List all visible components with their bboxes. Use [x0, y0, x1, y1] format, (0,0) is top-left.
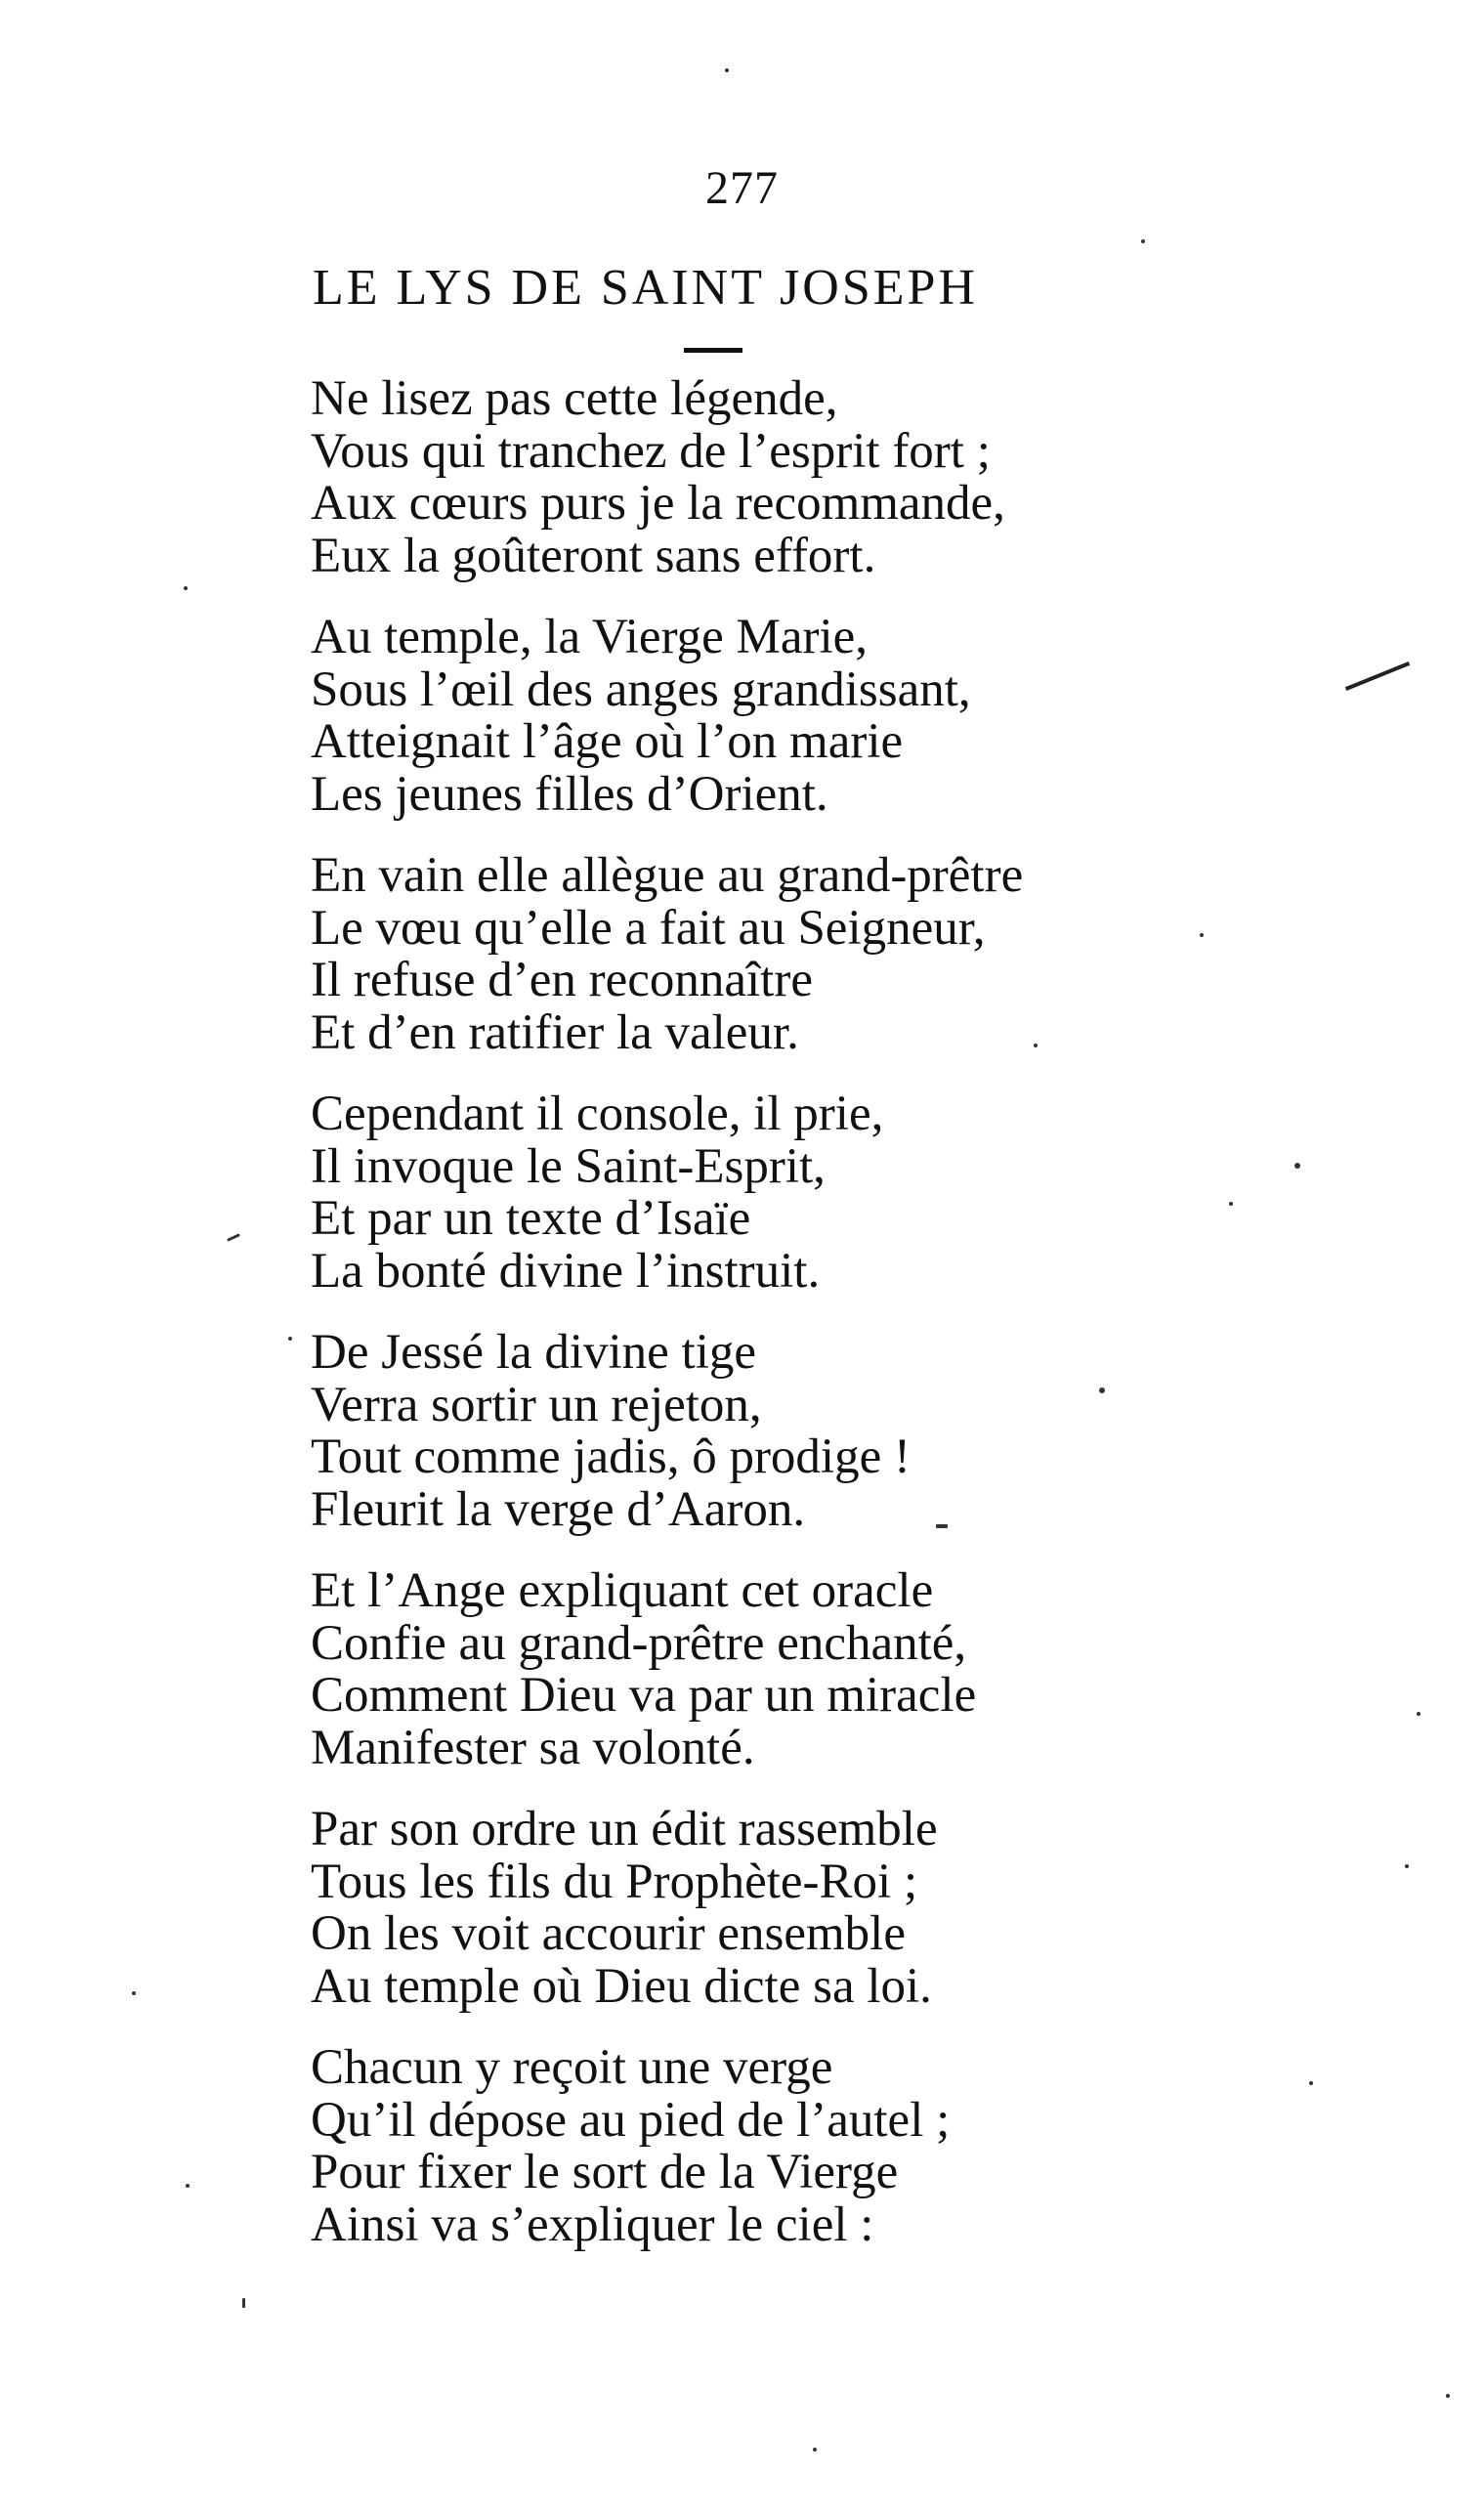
verse-line: Qu’il dépose au pied de l’autel ;: [311, 2092, 951, 2148]
verse-line: Et par un texte d’Isaïe: [311, 1191, 751, 1246]
scan-speck: [1309, 2081, 1313, 2085]
verse-line: Confie au grand-prêtre enchanté,: [311, 1615, 967, 1671]
title-divider: [684, 348, 742, 353]
verse-line: Manifester sa volonté.: [311, 1720, 755, 1775]
verse-line: De Jessé la divine tige: [311, 1325, 757, 1380]
verse-line: En vain elle allègue au grand-prêtre: [311, 848, 1024, 903]
stanza: [311, 1804, 1190, 2013]
verse-line: Les jeunes filles d’Orient.: [311, 766, 828, 822]
verse-line: Tous les fils du Prophète-Roi ;: [311, 1854, 918, 1909]
scan-speck: [1200, 933, 1204, 937]
verse-line: Il refuse d’en reconnaître: [311, 953, 813, 1007]
scan-speck: [1294, 1163, 1300, 1169]
verse-line: Vous qui tranchez de l’esprit fort ;: [311, 423, 991, 479]
scan-speck: [1099, 1387, 1105, 1393]
stanza: [311, 850, 1190, 1059]
scan-speck: [227, 1233, 240, 1242]
scan-speck: [936, 1524, 948, 1528]
verse-line: Et l’Ange expliquant cet oracle: [311, 1563, 934, 1618]
verse-line: La bonté divine l’instruit.: [311, 1243, 821, 1299]
verse-line: Tout comme jadis, ô prodige !: [311, 1429, 911, 1484]
stanza: [311, 1327, 1190, 1536]
scan-speck: [132, 1991, 136, 1995]
verse-line: Ne lisez pas cette légende,: [311, 371, 838, 426]
verse-line: Atteignait l’âge où l’on marie: [311, 714, 904, 769]
scan-speck: [725, 68, 729, 72]
stanza: [311, 612, 1190, 821]
scan-speck: [184, 586, 188, 590]
verse-line: Par son ordre un édit rassemble: [311, 1802, 938, 1856]
verse-line: Verra sortir un rejeton,: [311, 1377, 762, 1432]
scan-speck: [288, 1337, 292, 1341]
scan-speck: [1141, 239, 1145, 243]
verse-line: Le vœu qu’elle a fait au Seigneur,: [311, 900, 986, 956]
poem-title: LE LYS DE SAINT JOSEPH: [313, 260, 978, 316]
scan-speck: [242, 2298, 245, 2308]
page-number: 277: [705, 162, 779, 214]
scan-speck: [1034, 1044, 1038, 1047]
scan-speck: [813, 2448, 817, 2452]
verse-line: Aux cœurs purs je la recommande,: [311, 476, 1005, 531]
poem-body: [311, 373, 1190, 2281]
scan-speck: [186, 2184, 190, 2188]
scan-speck: [1417, 1712, 1420, 1716]
verse-line: Et d’en ratifier la valeur.: [311, 1004, 799, 1060]
verse-line: Eux la goûteront sans effort.: [311, 528, 876, 583]
verse-line: Cependant il console, il prie,: [311, 1087, 884, 1141]
scan-speck: [1446, 2394, 1450, 2398]
stanza: [311, 1088, 1190, 1298]
scan-mark: [1345, 661, 1410, 691]
scan-speck: [1405, 1864, 1409, 1868]
verse-line: On les voit accourir ensemble: [311, 1906, 906, 1961]
verse-line: Chacun y reçoit une verge: [311, 2040, 833, 2095]
verse-line: Pour fixer le sort de la Vierge: [311, 2145, 899, 2199]
verse-line: Ainsi va s’expliquer le ciel :: [311, 2197, 874, 2252]
stanza: [311, 373, 1190, 582]
verse-line: Fleurit la verge d’Aaron.: [311, 1481, 806, 1537]
verse-line: Il invoque le Saint-Esprit,: [311, 1138, 826, 1194]
stanza: [311, 1565, 1190, 1774]
verse-line: Au temple, la Vierge Marie,: [311, 610, 869, 664]
scan-speck: [1229, 1202, 1233, 1206]
verse-line: Comment Dieu va par un miracle: [311, 1668, 977, 1723]
verse-line: Sous l’œil des anges grandissant,: [311, 661, 971, 717]
verse-line: Au temple où Dieu dicte sa loi.: [311, 1958, 932, 2014]
stanza: [311, 2042, 1190, 2251]
